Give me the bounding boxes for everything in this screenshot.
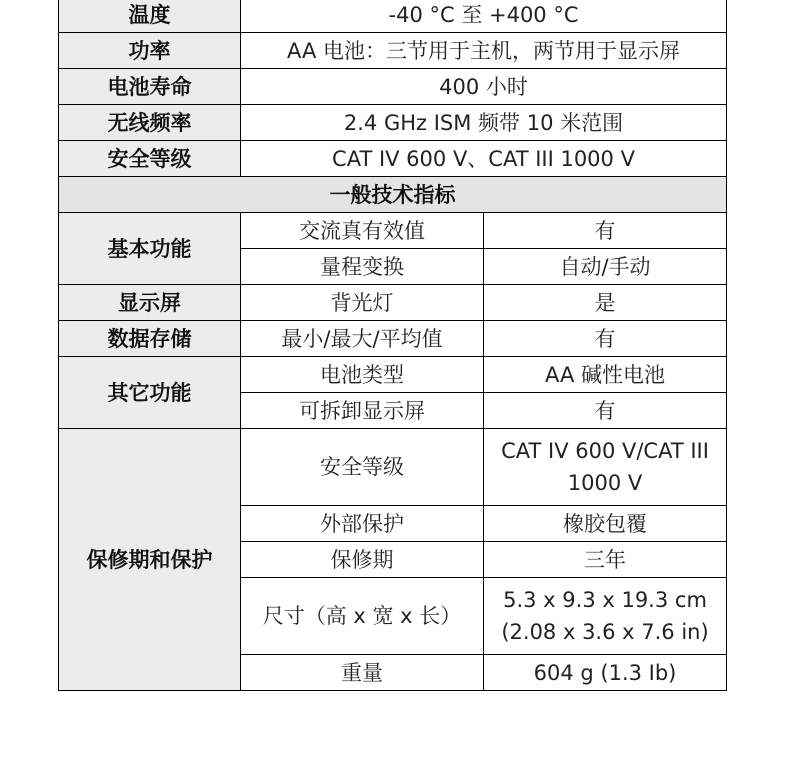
group-label-basic: 基本功能 <box>59 213 241 285</box>
item-name: 交流真有效值 <box>241 213 484 249</box>
row-value-safety: CAT IV 600 V、CAT III 1000 V <box>241 141 727 177</box>
row-label-battery-life: 电池寿命 <box>59 69 241 105</box>
item-value: 有 <box>484 393 727 429</box>
row-value-power: AA 电池：三节用于主机，两节用于显示屏 <box>241 33 727 69</box>
item-value: CAT IV 600 V/CAT III 1000 V <box>484 429 727 506</box>
item-value: 三年 <box>484 542 727 578</box>
item-name: 外部保护 <box>241 506 484 542</box>
table-row <box>59 141 727 177</box>
section-header-row <box>59 177 727 213</box>
table-row <box>59 213 727 249</box>
item-name: 可拆卸显示屏 <box>241 393 484 429</box>
table-row <box>59 105 727 141</box>
item-value: 有 <box>484 321 727 357</box>
table-row <box>59 69 727 105</box>
row-value-temperature: -40 °C 至 +400 °C <box>241 0 727 33</box>
section-title: 一般技术指标 <box>59 177 727 213</box>
item-name: 尺寸（高 x 宽 x 长） <box>241 578 484 655</box>
item-value: 604 g (1.3 Ib) <box>484 655 727 691</box>
item-name: 电池类型 <box>241 357 484 393</box>
row-label-wireless: 无线频率 <box>59 105 241 141</box>
row-label-power: 功率 <box>59 33 241 69</box>
table-row <box>59 429 727 506</box>
row-label-temperature: 温度 <box>59 0 241 33</box>
table-row <box>59 321 727 357</box>
item-name: 量程变换 <box>241 249 484 285</box>
table-row <box>59 285 727 321</box>
item-name: 背光灯 <box>241 285 484 321</box>
row-label-safety: 安全等级 <box>59 141 241 177</box>
item-value: 有 <box>484 213 727 249</box>
item-value: 是 <box>484 285 727 321</box>
row-value-battery-life: 400 小时 <box>241 69 727 105</box>
group-label-storage: 数据存储 <box>59 321 241 357</box>
spec-table <box>58 0 727 691</box>
item-value: 自动/手动 <box>484 249 727 285</box>
item-name: 最小/最大/平均值 <box>241 321 484 357</box>
row-value-wireless: 2.4 GHz ISM 频带 10 米范围 <box>241 105 727 141</box>
item-value: AA 碱性电池 <box>484 357 727 393</box>
item-name: 保修期 <box>241 542 484 578</box>
item-value: 5.3 x 9.3 x 19.3 cm (2.08 x 3.6 x 7.6 in) <box>484 578 727 655</box>
group-label-warranty: 保修期和保护 <box>59 429 241 691</box>
table-row <box>59 0 727 33</box>
group-label-other: 其它功能 <box>59 357 241 429</box>
table-row <box>59 357 727 393</box>
item-name: 重量 <box>241 655 484 691</box>
item-value: 橡胶包覆 <box>484 506 727 542</box>
group-label-display: 显示屏 <box>59 285 241 321</box>
item-name: 安全等级 <box>241 429 484 506</box>
table-row <box>59 33 727 69</box>
